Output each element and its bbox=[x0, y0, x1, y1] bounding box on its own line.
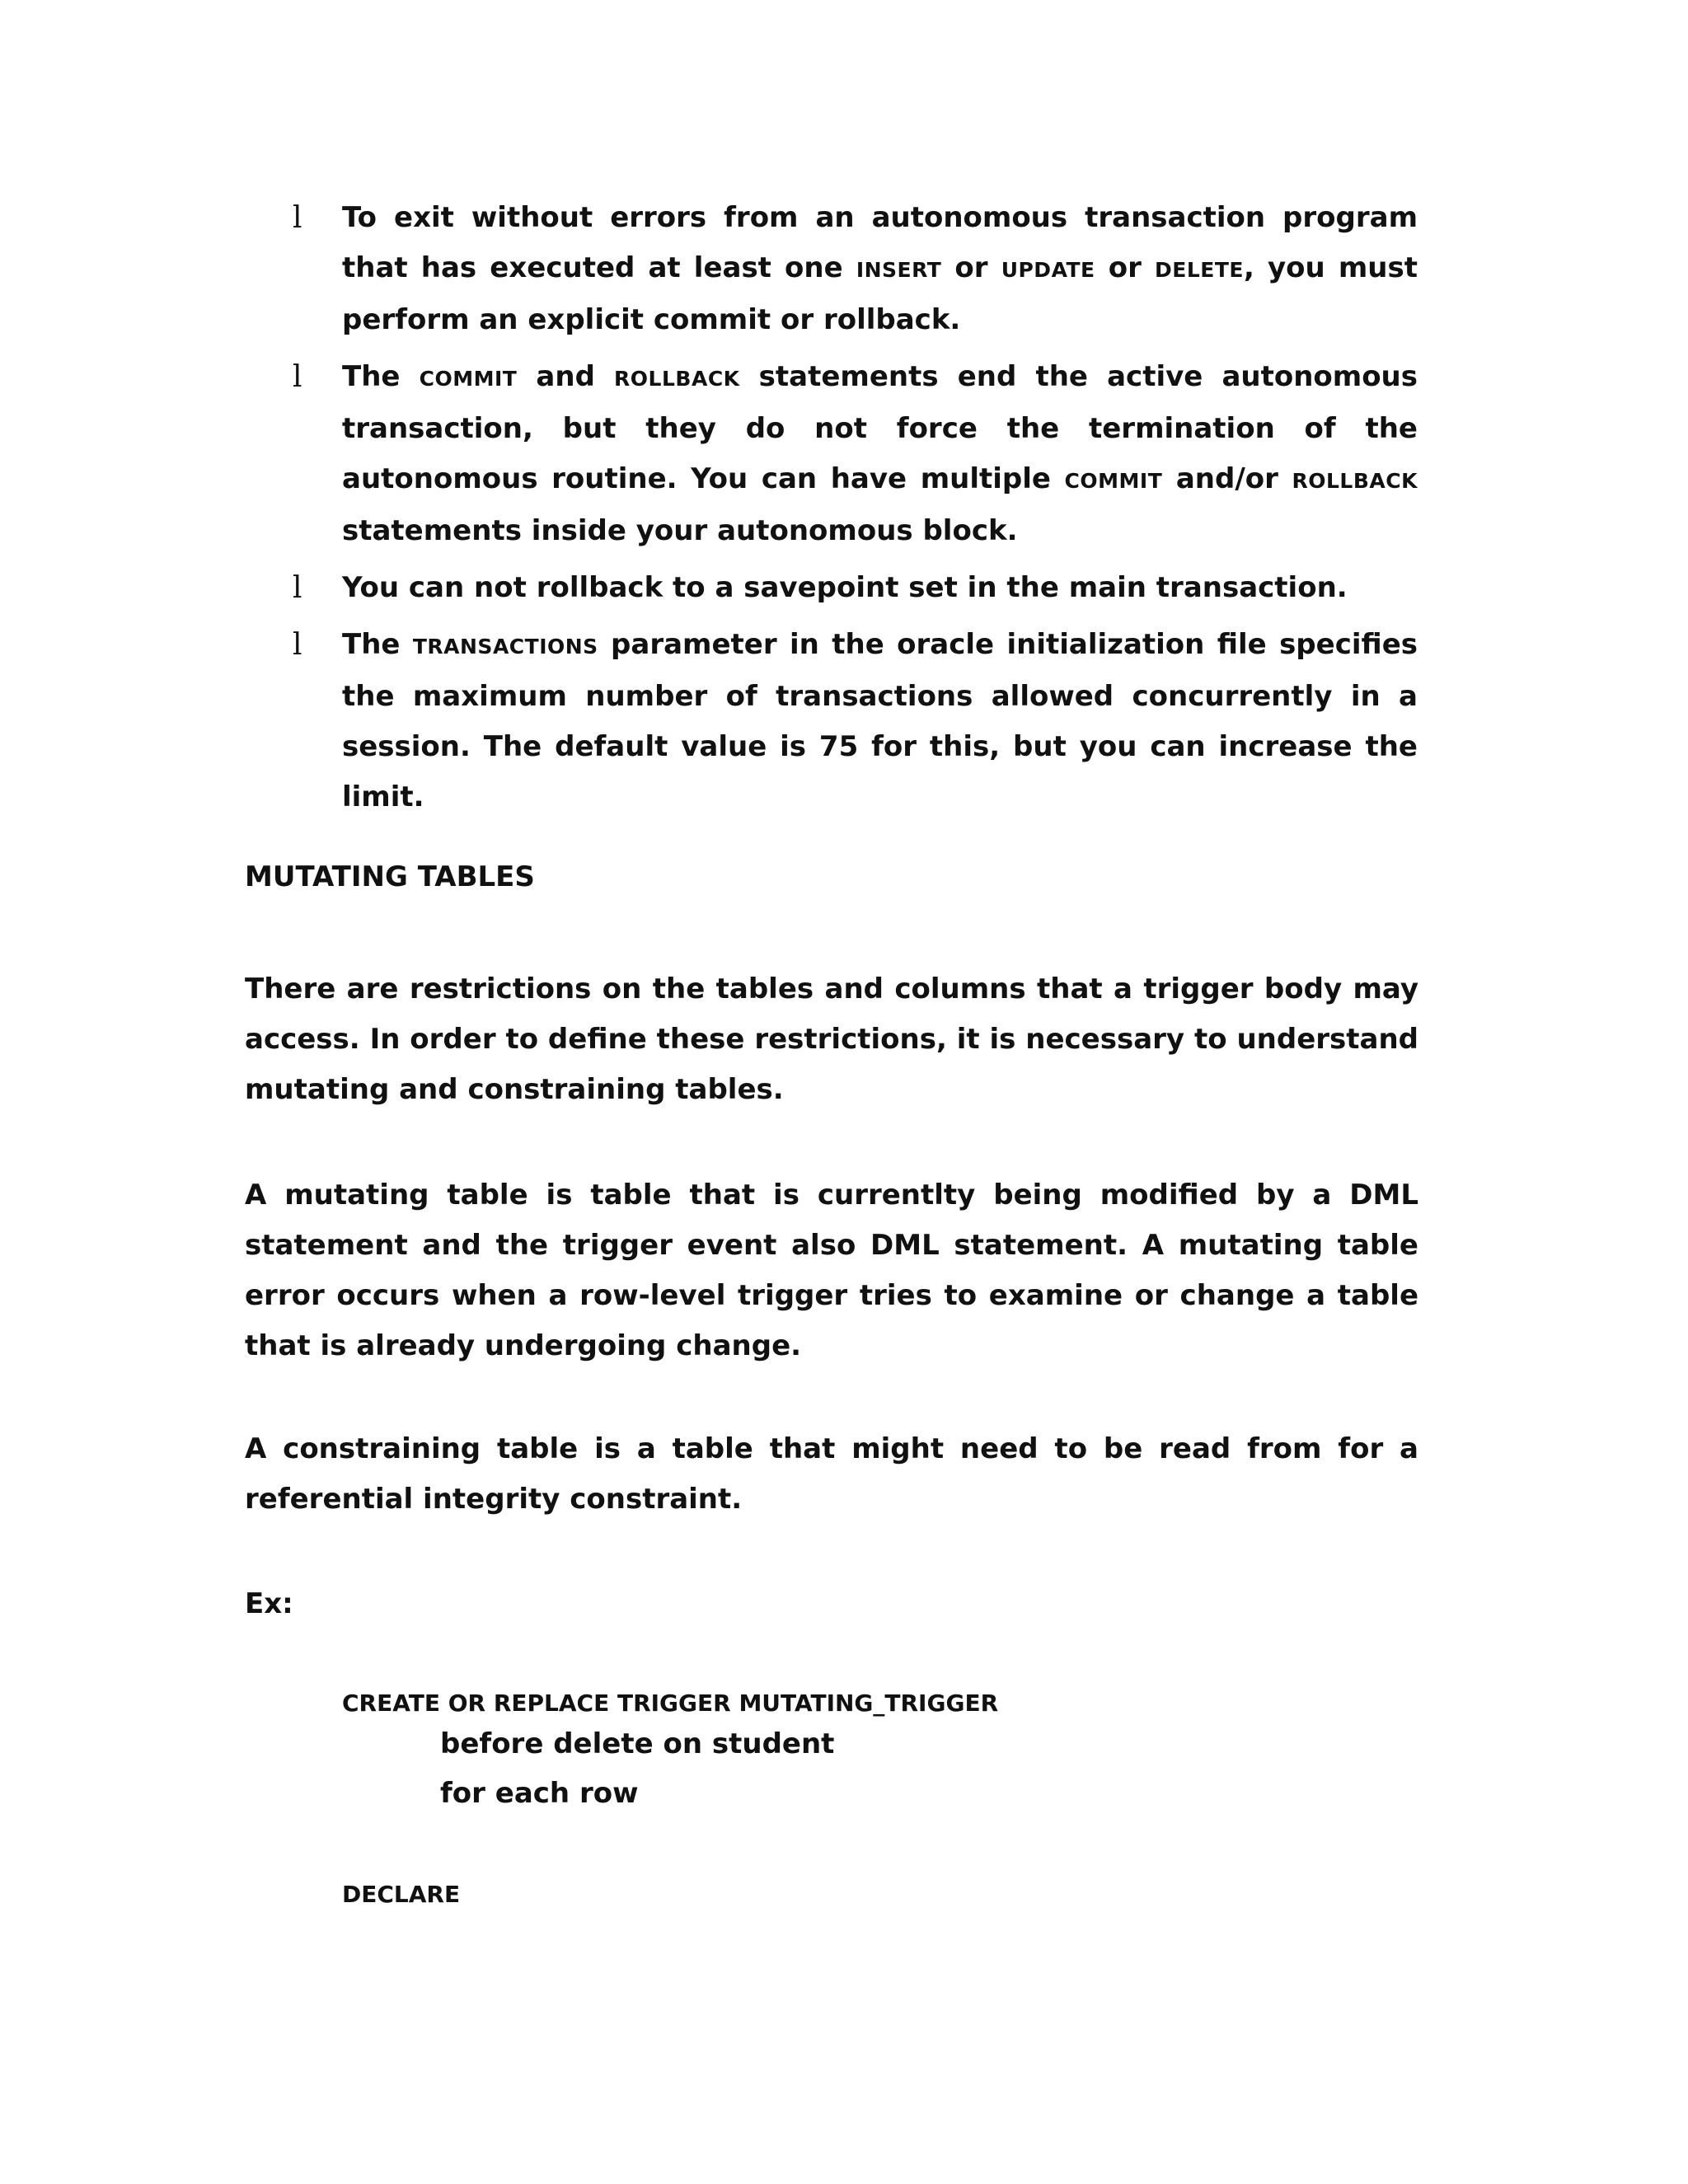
bullet-text: or bbox=[941, 251, 1001, 284]
code-line: DECLARE bbox=[342, 1881, 461, 1908]
code-line: before delete on student bbox=[440, 1727, 835, 1760]
code-line: for each row bbox=[440, 1777, 639, 1810]
bullet-marker: l bbox=[293, 201, 302, 235]
paragraph: There are restrictions on the tables and columns that a trigger body may access. In order to define these restrictions, it is necessary to understand mutating and constraining tables. bbox=[245, 972, 1418, 1106]
bullet-marker: l bbox=[293, 360, 302, 394]
bullet-text: or bbox=[1095, 251, 1155, 284]
bullet-text: The bbox=[342, 360, 420, 393]
section-heading: MUTATING TABLES bbox=[245, 860, 535, 893]
bullet-text: and bbox=[517, 360, 615, 393]
bullet-text: , you must perform an explicit commit or rollback. bbox=[342, 251, 1418, 336]
keyword-update: UPDATE bbox=[1001, 258, 1095, 282]
keyword-transactions: TRANSACTIONS bbox=[412, 635, 598, 658]
bullet-text: parameter in the oracle initialization file specifies the maximum number of transactions allowed concurrently in a session. The default value is 75 for this, but you can increase the limit. bbox=[342, 628, 1418, 813]
bullet-marker: l bbox=[293, 628, 302, 662]
bullet-text: and/or bbox=[1162, 462, 1292, 495]
keyword-delete: DELETE bbox=[1154, 258, 1244, 282]
bullet-text: The bbox=[342, 628, 413, 661]
example-label: Ex: bbox=[245, 1587, 293, 1620]
notes-bullet-list bbox=[293, 193, 1418, 823]
keyword-commit: COMMIT bbox=[1064, 469, 1163, 493]
bullet-text: statements inside your autonomous block. bbox=[342, 514, 1018, 547]
bullet-item bbox=[293, 563, 1418, 613]
bullet-text: To exit without errors from an autonomous transaction program that has executed at least one bbox=[342, 201, 1418, 284]
bullet-item bbox=[293, 193, 1418, 345]
keyword-rollback: ROLLBACK bbox=[1292, 469, 1418, 493]
paragraph: A mutating table is table that is currentlty being modified by a DML statement and the trigger event also DML statement. A mutating table error occurs when a row-level trigger tries to examine or change a table that is already undergoing change. bbox=[245, 1179, 1418, 1362]
keyword-rollback: ROLLBACK bbox=[614, 367, 740, 391]
keyword-commit: COMMIT bbox=[419, 367, 518, 391]
paragraph: A constraining table is a table that might need to be read from for a referential integrity constraint. bbox=[245, 1432, 1418, 1516]
keyword-insert: INSERT bbox=[856, 258, 942, 282]
bullet-marker: l bbox=[293, 571, 302, 605]
code-line: CREATE OR REPLACE TRIGGER MUTATING_TRIGGER bbox=[342, 1690, 999, 1717]
bullet-item bbox=[293, 620, 1418, 823]
bullet-text: You can not rollback to a savepoint set in the main transaction. bbox=[342, 571, 1348, 604]
bullet-text: statements end the active autonomous transaction, but they do not force the termination of the autonomous routine. You can have multiple bbox=[342, 360, 1418, 495]
bullet-item bbox=[293, 352, 1418, 556]
